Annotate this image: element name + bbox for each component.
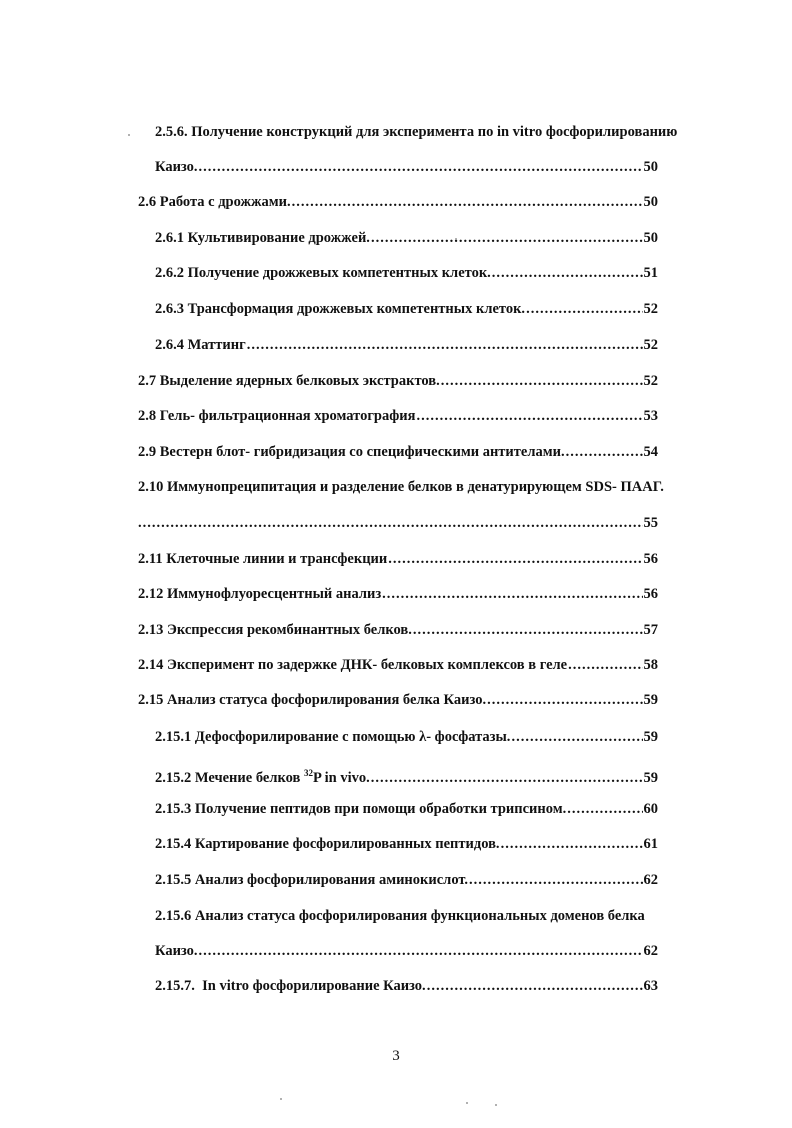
leader-dots [388,550,642,568]
leader-dots [427,977,643,995]
toc-page-number: 63 [643,978,658,994]
toc-entry-title: 2.15.1 Дефосфорилирование с помощью λ- фосфатазы. [155,729,511,745]
scan-speck [280,1098,282,1100]
leader-dots [487,691,642,709]
leader-dots [469,871,642,889]
toc-entry-title: 2.6 Работа с дрожжами. [138,194,291,210]
toc-entry-2-6-2 [155,264,658,282]
toc-page-number: 60 [643,801,658,817]
superscript-isotope: 32 [303,768,313,778]
toc-entry-title: 2.6.3 Трансформация дрожжевых компетентных клеток. [155,301,526,317]
toc-page-number: 51 [643,265,658,281]
leader-dots [501,835,643,853]
toc-entry-2-12 [138,585,658,603]
leader-dots [247,336,643,354]
toc-page-number: 56 [643,586,658,602]
toc-page-number: 58 [643,657,658,673]
toc-entry-title: 2.7 Выделение ядерных белковых экстрактов. [138,373,440,389]
toc-entry-title: 2.13 Экспрессия рекомбинантных белков. [138,622,412,638]
toc-entry-2-5-6-line1: 2.5.6. Получение конструкций для эксперимента по in vitro фосфорилированию [155,124,678,140]
leader-dots [526,300,642,318]
toc-entry-title: 2.15.3 Получение пептидов при помощи обработки трипсином. [155,801,567,817]
toc-entry-2-15-1 [155,728,658,746]
toc-entry-2-15-7 [155,977,658,995]
toc-page-number: 50 [643,194,658,210]
leader-dots [413,621,643,639]
leader-dots [382,585,642,603]
scan-speck [128,134,130,136]
toc-entry-title: 2.12 Иммунофлуоресцентный анализ [138,586,382,602]
toc-page-number: 55 [643,515,658,531]
leader-dots [371,229,643,247]
toc-entry-2-13 [138,621,658,639]
toc-entry-title: 2.8 Гель- фильтрационная хроматография [138,408,416,424]
toc-entry-title: 2.6.1 Культивирование дрожжей. [155,230,370,246]
toc-page-number: 59 [643,729,658,745]
toc-page-number: 62 [643,872,658,888]
toc-page-number: 50 [643,159,658,175]
toc-entry-2-6-1 [155,229,658,247]
toc-entry-title: 2.14 Эксперимент по задержке ДНК- белковых комплексов в геле [138,657,568,673]
page-number: 3 [392,1048,400,1064]
toc-entry-2-6 [138,193,658,211]
toc-entry-title: Каизо. [155,943,198,959]
toc-entry-title [155,764,370,787]
toc-entry-2-15-6-line2 [155,942,658,960]
leader-dots [566,443,643,461]
toc-page-number: 59 [643,770,658,786]
toc-entry-2-15-6-line1: 2.15.6 Анализ статуса фосфорилирования функциональных доменов белка [155,908,645,924]
scan-speck [455,238,457,240]
toc-entry-2-6-4 [155,336,658,354]
leader-dots [371,769,643,787]
toc-page-number: 61 [643,836,658,852]
toc-entry-2-15-5 [155,871,658,889]
toc-page-number: 52 [643,301,658,317]
toc-page-number: 59 [643,692,658,708]
leader-dots [199,158,643,176]
toc-entry-2-10-line2 [138,514,658,532]
leader-dots [492,264,643,282]
toc-page-number: 56 [643,551,658,567]
toc-page-number: 52 [643,337,658,353]
toc-entry-title-part: P in vivo. [312,770,370,786]
toc-page-number: 62 [643,943,658,959]
leader-dots [199,942,643,960]
toc-page-number: 53 [643,408,658,424]
toc-entry-2-6-3 [155,300,658,318]
toc-page-number: 52 [643,373,658,389]
scan-speck [495,1104,497,1106]
toc-entry-title: 2.15 Анализ статуса фосфорилирования белка Каизо. [138,692,487,708]
toc-entry-title: 2.9 Вестерн блот- гибридизация со специфическими антителами. [138,444,565,460]
toc-entry-2-7 [138,372,658,390]
toc-entry-2-11 [138,550,658,568]
leader-dots [441,372,643,390]
toc-entry-2-15-2 [155,764,658,787]
toc-entry-title: 2.15.5 Анализ фосфорилирования аминокислот. [155,872,469,888]
leader-dots [292,193,643,211]
toc-entry-title: 2.15.4 Картирование фосфорилированных пептидов. [155,836,500,852]
scan-speck [466,1102,468,1104]
toc-entry-2-15 [138,691,658,709]
toc-entry-2-14 [138,656,658,674]
toc-page-number: 57 [643,622,658,638]
toc-page-number: 50 [643,230,658,246]
toc-entry-2-8 [138,407,658,425]
toc-entry-2-15-4 [155,835,658,853]
leader-dots [568,656,642,674]
toc-entry-2-5-6-line2 [155,158,658,176]
leader-dots [416,407,642,425]
toc-entry-title: Каизо. [155,159,198,175]
leader-dots [138,514,643,532]
toc-entry-2-9 [138,443,658,461]
toc-entry-2-10-line1: 2.10 Иммунопреципитация и разделение белков в денатурирующем SDS- ПААГ. [138,479,664,495]
toc-entry-title-part: 2.15.2 Мечение белков [155,770,304,786]
toc-page-number: 54 [643,444,658,460]
leader-dots [511,728,642,746]
toc-entry-title: 2.6.2 Получение дрожжевых компетентных клеток. [155,265,491,281]
toc-entry-title: 2.11 Клеточные линии и трансфекции [138,551,388,567]
toc-entry-2-15-3 [155,800,658,818]
leader-dots [567,800,642,818]
toc-entry-title: 2.6.4 Маттинг [155,337,246,353]
toc-entry-title: 2.15.7. In vitro фосфорилирование Каизо. [155,978,426,994]
